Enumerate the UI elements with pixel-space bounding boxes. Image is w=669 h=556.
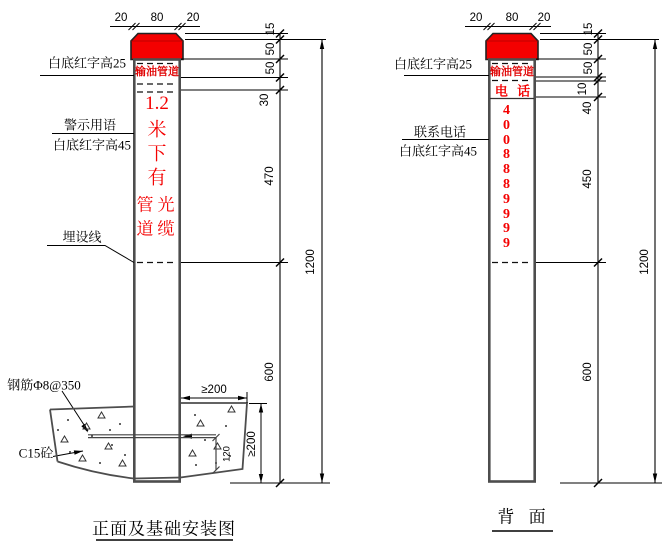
dim-arrow — [259, 474, 263, 483]
right-dim-600: 600 — [582, 362, 594, 382]
phone-label-text: 电 话 — [494, 83, 534, 99]
phone-note-bottom-label: 白底红字高45 — [398, 143, 478, 159]
phone-number-column: 4008889999 — [503, 103, 510, 252]
warning-char-dao: 道 — [136, 219, 154, 239]
warning-line-1: 1.2 — [145, 93, 169, 114]
right-post-body — [489, 60, 534, 482]
left-cap-note-label: 白底红字高25 — [47, 55, 127, 71]
rebar-label: 钢筋Φ8@350 — [7, 377, 81, 393]
left-dim-470: 470 — [264, 166, 276, 186]
left-top-dim-20a: 20 — [114, 12, 128, 24]
right-top-dim-80: 80 — [505, 12, 519, 24]
warning-char-guan: 管 — [136, 195, 154, 215]
dim-arrow — [653, 40, 657, 50]
left-top-dim-80: 80 — [150, 12, 164, 24]
foundation-width-dim: ≥200 — [201, 384, 227, 396]
right-dim-10: 10 — [577, 82, 589, 96]
right-dim-450: 450 — [582, 169, 594, 189]
left-caption: 正面及基础安装图 — [92, 519, 236, 539]
left-dim-15: 15 — [265, 22, 277, 36]
concrete-label: C15砼 — [18, 445, 54, 461]
warning-char-mi: 米 — [147, 119, 167, 141]
right-post-cap — [486, 34, 538, 60]
left-top-dimension — [110, 23, 200, 30]
burial-line-label: 埋设线 — [62, 229, 102, 245]
left-post-band-text: 输油管道 — [135, 66, 179, 78]
right-dim-15: 15 — [583, 22, 595, 36]
dim-arrow — [259, 404, 263, 413]
left-dim-50a: 50 — [265, 42, 277, 56]
warning-char-lan: 缆 — [157, 219, 175, 239]
right-top-dimension — [465, 23, 551, 30]
foundation-depth-dim: ≥200 — [246, 431, 258, 457]
warning-char-you: 有 — [147, 167, 167, 189]
left-top-dim-20b: 20 — [186, 12, 200, 24]
rebar-leader-arrow — [81, 424, 88, 433]
warning-char-xia: 下 — [147, 143, 167, 165]
left-dim-1200: 1200 — [305, 249, 317, 275]
dim-arrow — [320, 40, 324, 50]
warning-note-bottom-label: 白底红字高45 — [52, 137, 132, 153]
dim-arrow — [181, 396, 190, 400]
left-dim-50b: 50 — [265, 61, 277, 75]
right-dim-50a: 50 — [583, 42, 595, 56]
warning-char-guang: 光 — [157, 195, 175, 215]
right-dim-40: 40 — [582, 101, 594, 115]
dim-arrow — [653, 474, 657, 484]
right-caption: 背 面 — [497, 507, 551, 527]
warning-note-top-label: 警示用语 — [63, 117, 117, 133]
concrete-leader-arrow — [74, 450, 83, 454]
right-cap-note-label: 白底红字高25 — [393, 56, 473, 72]
rebar-cover-dim: 120 — [221, 446, 233, 462]
right-top-dim-20a: 20 — [469, 12, 483, 24]
dim-arrow — [238, 396, 247, 400]
right-post-band-text: 输油管道 — [490, 66, 534, 78]
left-dim-600: 600 — [264, 362, 276, 382]
right-dim-1200: 1200 — [639, 249, 651, 275]
right-dim-50b: 50 — [583, 61, 595, 75]
right-top-dim-20b: 20 — [537, 12, 551, 24]
dim-arrow — [320, 474, 324, 484]
phone-note-top-label: 联系电话 — [413, 124, 467, 140]
left-post-cap — [131, 34, 183, 60]
left-dim-30: 30 — [259, 93, 271, 107]
